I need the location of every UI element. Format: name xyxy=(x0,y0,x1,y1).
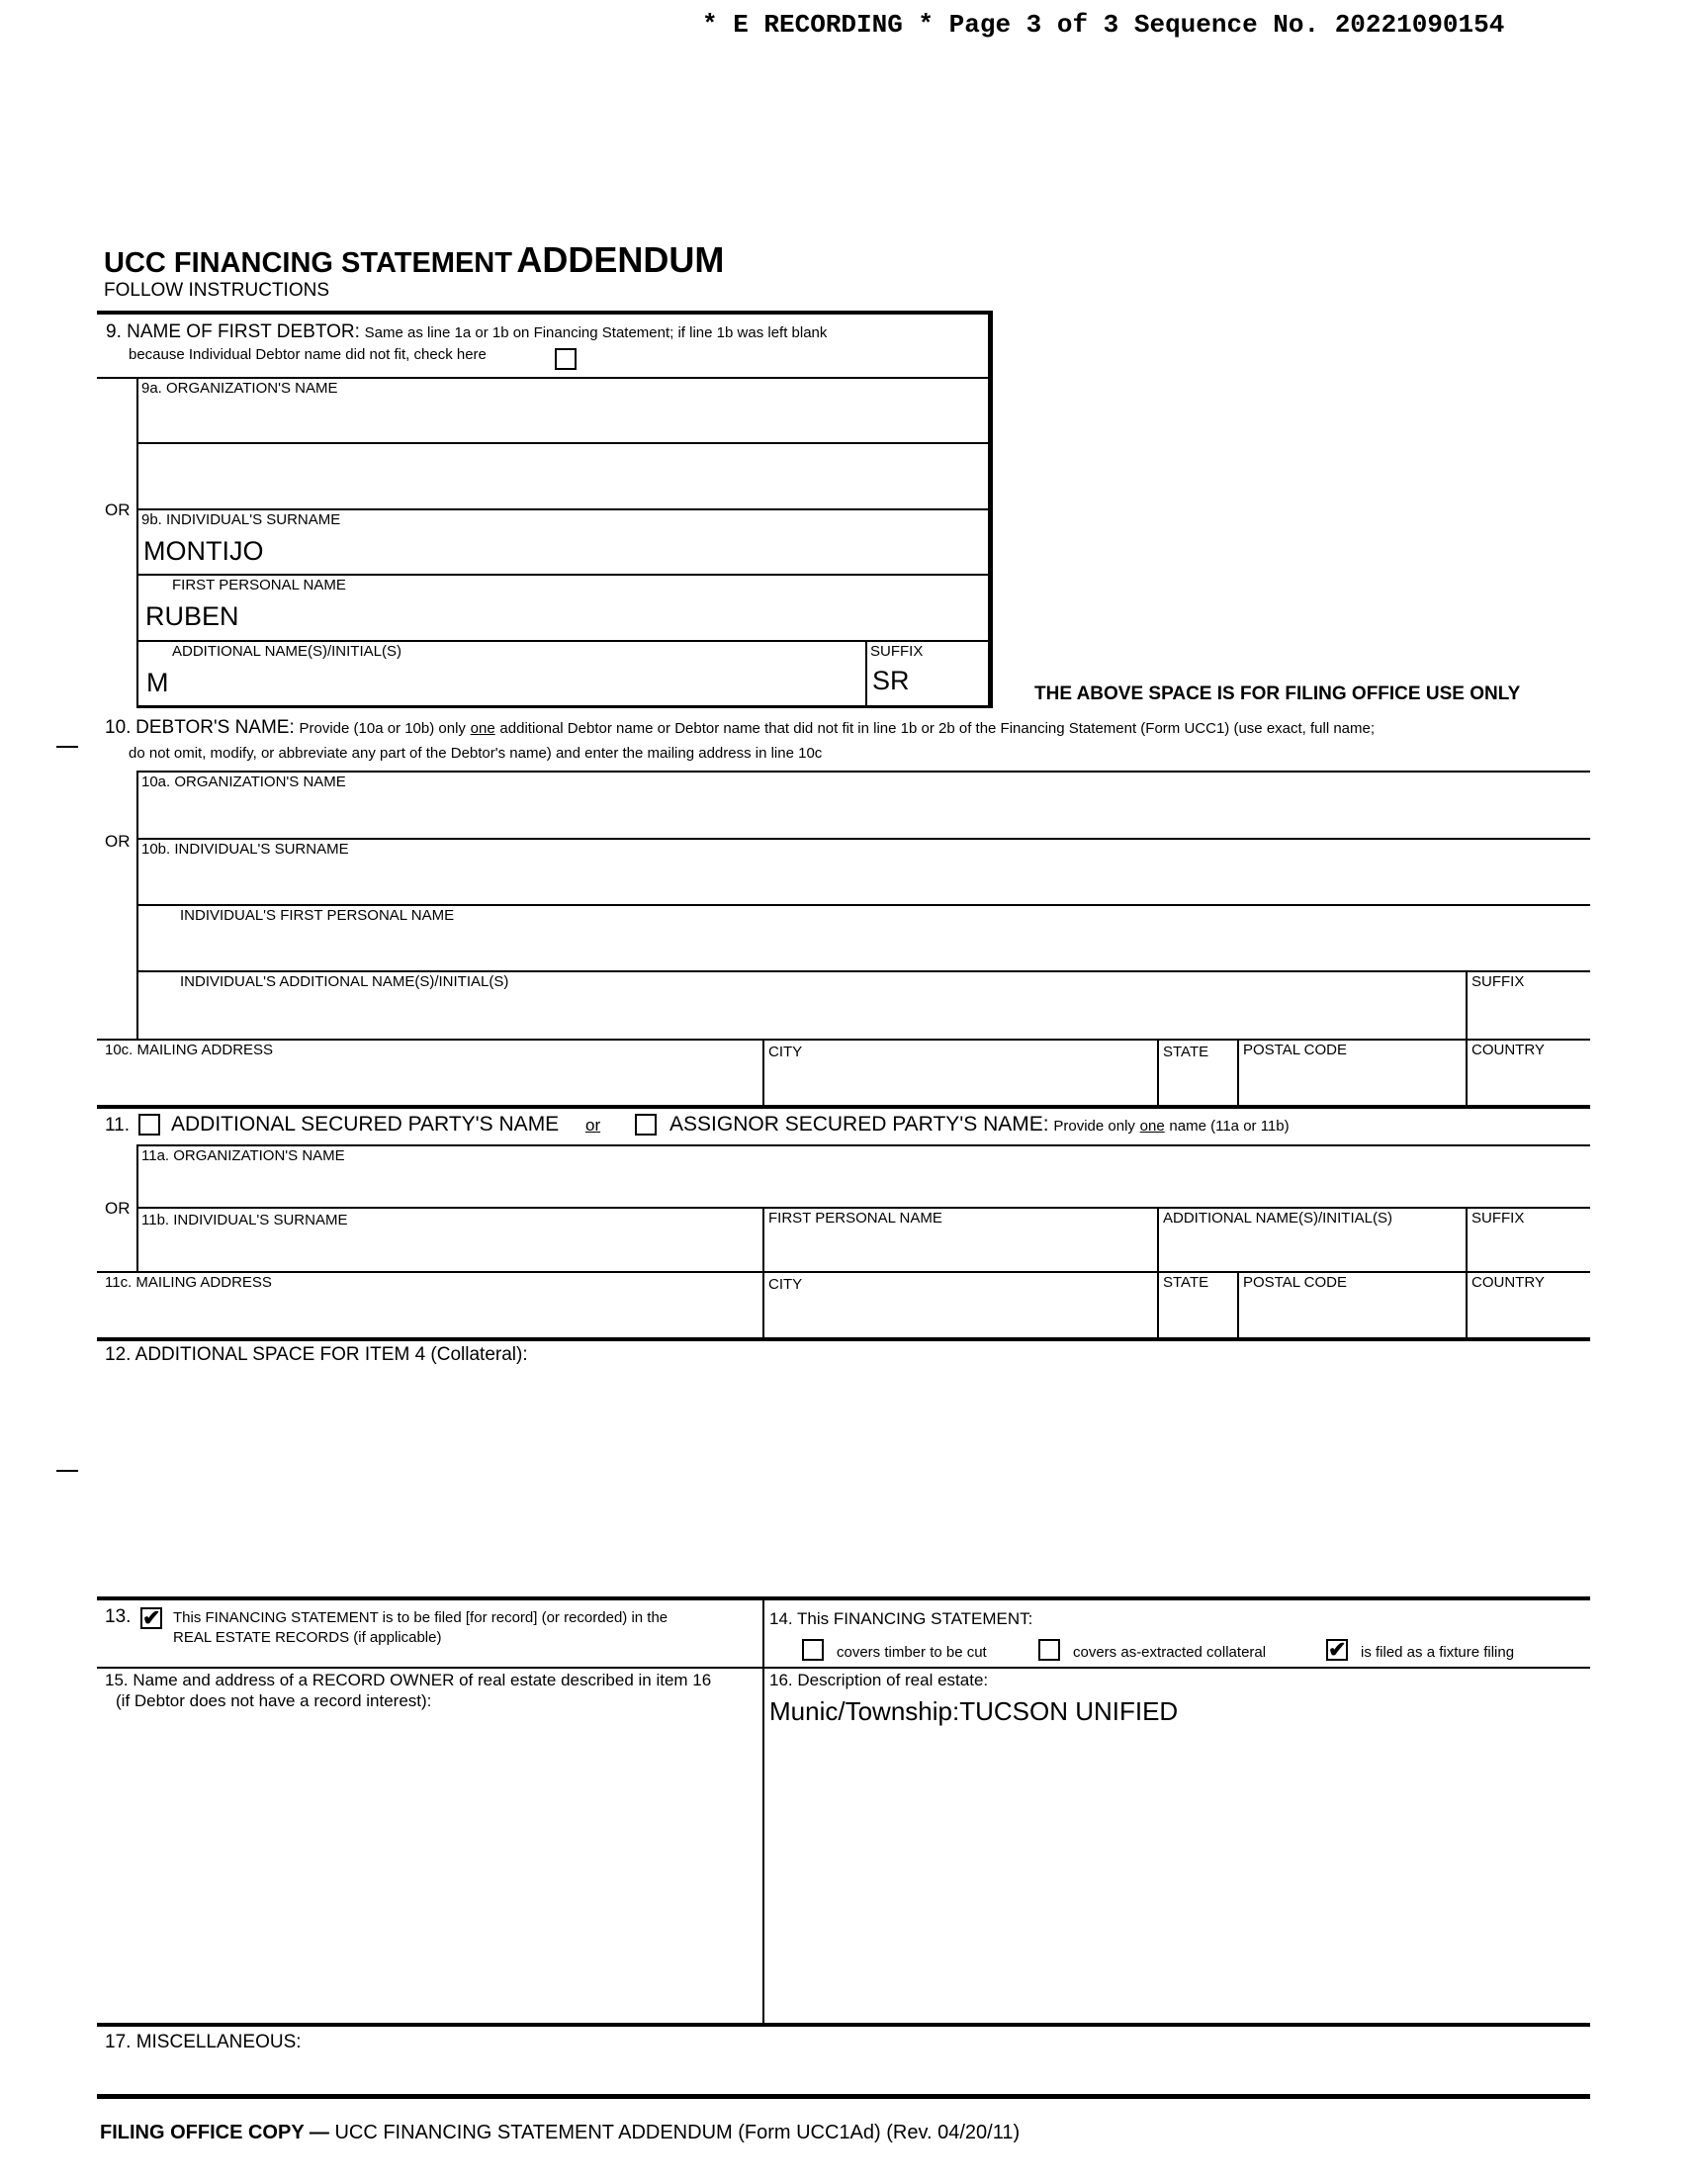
sec9-rule-a xyxy=(97,377,988,379)
item11-suffix-label: SUFFIX xyxy=(1471,1210,1525,1227)
item13-num: 13. xyxy=(105,1606,132,1627)
item13-checkbox[interactable]: ✔ xyxy=(142,1605,161,1630)
sec15-top-rule xyxy=(97,1667,1590,1669)
item10b-label: 10b. INDIVIDUAL'S SURNAME xyxy=(141,841,349,858)
margin-tick-1 xyxy=(56,746,78,748)
item11-or: or xyxy=(585,1116,601,1135)
item17-label: 17. MISCELLANEOUS: xyxy=(105,2032,302,2052)
sec11-rule-a xyxy=(136,1144,1590,1146)
form-title-prefix: UCC FINANCING STATEMENT xyxy=(104,247,512,279)
filing-office-note: THE ABOVE SPACE IS FOR FILING OFFICE USE ONLY xyxy=(1034,683,1521,704)
sec11-bottom-rule xyxy=(97,1337,1590,1341)
footer-rule xyxy=(97,2094,1590,2099)
item10-suffix-label: SUFFIX xyxy=(1471,973,1525,990)
form-title-emph: ADDENDUM xyxy=(516,239,725,280)
item10-or: OR xyxy=(105,832,131,851)
item9b-label: 9b. INDIVIDUAL'S SURNAME xyxy=(141,511,341,528)
item9-first-label: FIRST PERSONAL NAME xyxy=(172,577,346,593)
item11-addl-label: ADDITIONAL NAME(S)/INITIAL(S) xyxy=(1163,1210,1392,1227)
sec10-city-divider xyxy=(762,1039,764,1107)
sec10-rule-d xyxy=(136,970,1590,972)
item9-suffix-value[interactable]: SR xyxy=(872,666,910,695)
sec13-mid-divider xyxy=(762,1596,764,2024)
item9-addl-label: ADDITIONAL NAME(S)/INITIAL(S) xyxy=(172,643,401,660)
sec11-postal-divider xyxy=(1237,1271,1239,1339)
sec10-rule-b xyxy=(136,838,1590,840)
item11-opt1-label: ADDITIONAL SECURED PARTY'S NAME xyxy=(171,1113,560,1136)
item12-label: 12. ADDITIONAL SPACE FOR ITEM 4 (Collateral): xyxy=(105,1344,528,1365)
item11-country-label: COUNTRY xyxy=(1471,1274,1545,1291)
item14-timber-label: covers timber to be cut xyxy=(837,1644,987,1661)
sec10-rule-a xyxy=(136,771,1590,773)
item11-or-label: OR xyxy=(105,1199,131,1218)
item11-city-label: CITY xyxy=(768,1276,803,1293)
sec9-rule-d xyxy=(136,574,988,576)
item10-country-label: COUNTRY xyxy=(1471,1042,1545,1058)
item16-value[interactable]: Munic/Township:TUCSON UNIFIED xyxy=(769,1696,1179,1726)
item16-label: 16. Description of real estate: xyxy=(769,1671,989,1689)
recording-header: * E RECORDING * Page 3 of 3 Sequence No. 20221090154 xyxy=(702,10,1505,40)
item14-extracted-label: covers as-extracted collateral xyxy=(1073,1644,1267,1661)
sec17-top-rule xyxy=(97,2023,1590,2027)
item11-first-label: FIRST PERSONAL NAME xyxy=(768,1210,942,1227)
sec10-rule-e xyxy=(97,1039,1590,1041)
item10-addl-label: INDIVIDUAL'S ADDITIONAL NAME(S)/INITIAL(S) xyxy=(180,973,509,990)
footer-bold: FILING OFFICE COPY — xyxy=(100,2122,329,2143)
sec11-rule-b xyxy=(136,1207,1590,1209)
item11c-label: 11c. MAILING ADDRESS xyxy=(105,1274,272,1291)
item9-instruction-2: because Individual Debtor name did not fit, check here xyxy=(129,346,487,363)
item9-suffix-label: SUFFIX xyxy=(870,643,924,660)
item11-postal-label: POSTAL CODE xyxy=(1243,1274,1348,1291)
sec9-bottom-rule xyxy=(136,705,993,708)
item14-fixture-label: is filed as a fixture filing xyxy=(1361,1644,1515,1661)
sec9-suffix-divider xyxy=(865,640,867,708)
form-title xyxy=(104,239,724,281)
item14-label: 14. This FINANCING STATEMENT: xyxy=(769,1609,1033,1628)
margin-tick-2 xyxy=(56,1470,78,1472)
item9-same-as-checkbox[interactable] xyxy=(555,348,577,370)
item10a-label: 10a. ORGANIZATION'S NAME xyxy=(141,774,346,790)
item14-extracted-checkbox[interactable] xyxy=(1038,1639,1060,1661)
item10-instruction-2: do not omit, modify, or abbreviate any part of the Debtor's name) and enter the mailing address in line 10c xyxy=(129,745,823,762)
item11-assignor-checkbox[interactable] xyxy=(635,1114,657,1136)
item10-state-label: STATE xyxy=(1163,1044,1209,1060)
item9-first-value[interactable]: RUBEN xyxy=(145,601,239,631)
sec9-top-rule xyxy=(97,311,993,315)
item9-or: OR xyxy=(105,500,131,519)
sec10-postal-divider xyxy=(1237,1039,1239,1107)
item11-opt2-label: ASSIGNOR SECURED PARTY'S NAME: Provide only one name (11a or 11b) xyxy=(669,1113,1290,1136)
sec9-rule-e xyxy=(136,640,988,642)
sec11-top-rule xyxy=(97,1105,1590,1109)
item9a-label: 9a. ORGANIZATION'S NAME xyxy=(141,380,338,397)
item13-line1: This FINANCING STATEMENT is to be filed [for record] (or recorded) in the xyxy=(173,1609,668,1626)
sec9-rule-c xyxy=(136,508,988,510)
item11a-label: 11a. ORGANIZATION'S NAME xyxy=(141,1147,345,1164)
item10-first-label: INDIVIDUAL'S FIRST PERSONAL NAME xyxy=(180,907,455,924)
item13-line2: REAL ESTATE RECORDS (if applicable) xyxy=(173,1629,442,1646)
footer xyxy=(100,2122,1020,2143)
footer-rest: UCC FINANCING STATEMENT ADDENDUM (Form UCC1Ad) (Rev. 04/20/11) xyxy=(334,2122,1021,2143)
item10-postal-label: POSTAL CODE xyxy=(1243,1042,1348,1058)
item9-heading: 9. NAME OF FIRST DEBTOR: Same as line 1a or 1b on Financing Statement; if line 1b was left blank xyxy=(106,321,828,342)
item9b-surname-value[interactable]: MONTIJO xyxy=(143,536,264,566)
item10-city-label: CITY xyxy=(768,1044,803,1060)
follow-instructions: FOLLOW INSTRUCTIONS xyxy=(104,280,330,301)
item9-addl-value[interactable]: M xyxy=(146,668,169,697)
item14-fixture-checkbox[interactable]: ✔ xyxy=(1328,1637,1347,1662)
item11b-label: 11b. INDIVIDUAL'S SURNAME xyxy=(141,1212,348,1228)
sec11-rule-c xyxy=(97,1271,1590,1273)
item11-num: 11. xyxy=(105,1115,131,1136)
sec11-first-divider xyxy=(762,1207,764,1339)
sec9-rule-b xyxy=(136,442,988,444)
item10-heading: 10. DEBTOR'S NAME: Provide (10a or 10b) only one additional Debtor name or Debtor name that did not fit in line 1b or 2b of the Financing Statement (Form UCC1) (use exact, full name; xyxy=(105,717,1376,738)
item11-additional-checkbox[interactable] xyxy=(138,1114,160,1136)
sec13-top-rule xyxy=(97,1596,1590,1600)
sec11-addl-divider xyxy=(1157,1207,1159,1339)
sec9-inner-left xyxy=(136,378,138,708)
item10c-label: 10c. MAILING ADDRESS xyxy=(105,1042,274,1058)
item11-state-label: STATE xyxy=(1163,1274,1209,1291)
sec11-suffix-divider xyxy=(1466,1207,1468,1339)
item15-line1: 15. Name and address of a RECORD OWNER of real estate described in item 16 xyxy=(105,1671,712,1689)
sec10-state-divider xyxy=(1157,1039,1159,1107)
sec9-right-border xyxy=(988,311,993,708)
item14-timber-checkbox[interactable] xyxy=(802,1639,824,1661)
item15-line2: (if Debtor does not have a record interest): xyxy=(116,1691,432,1710)
sec10-rule-c xyxy=(136,904,1590,906)
